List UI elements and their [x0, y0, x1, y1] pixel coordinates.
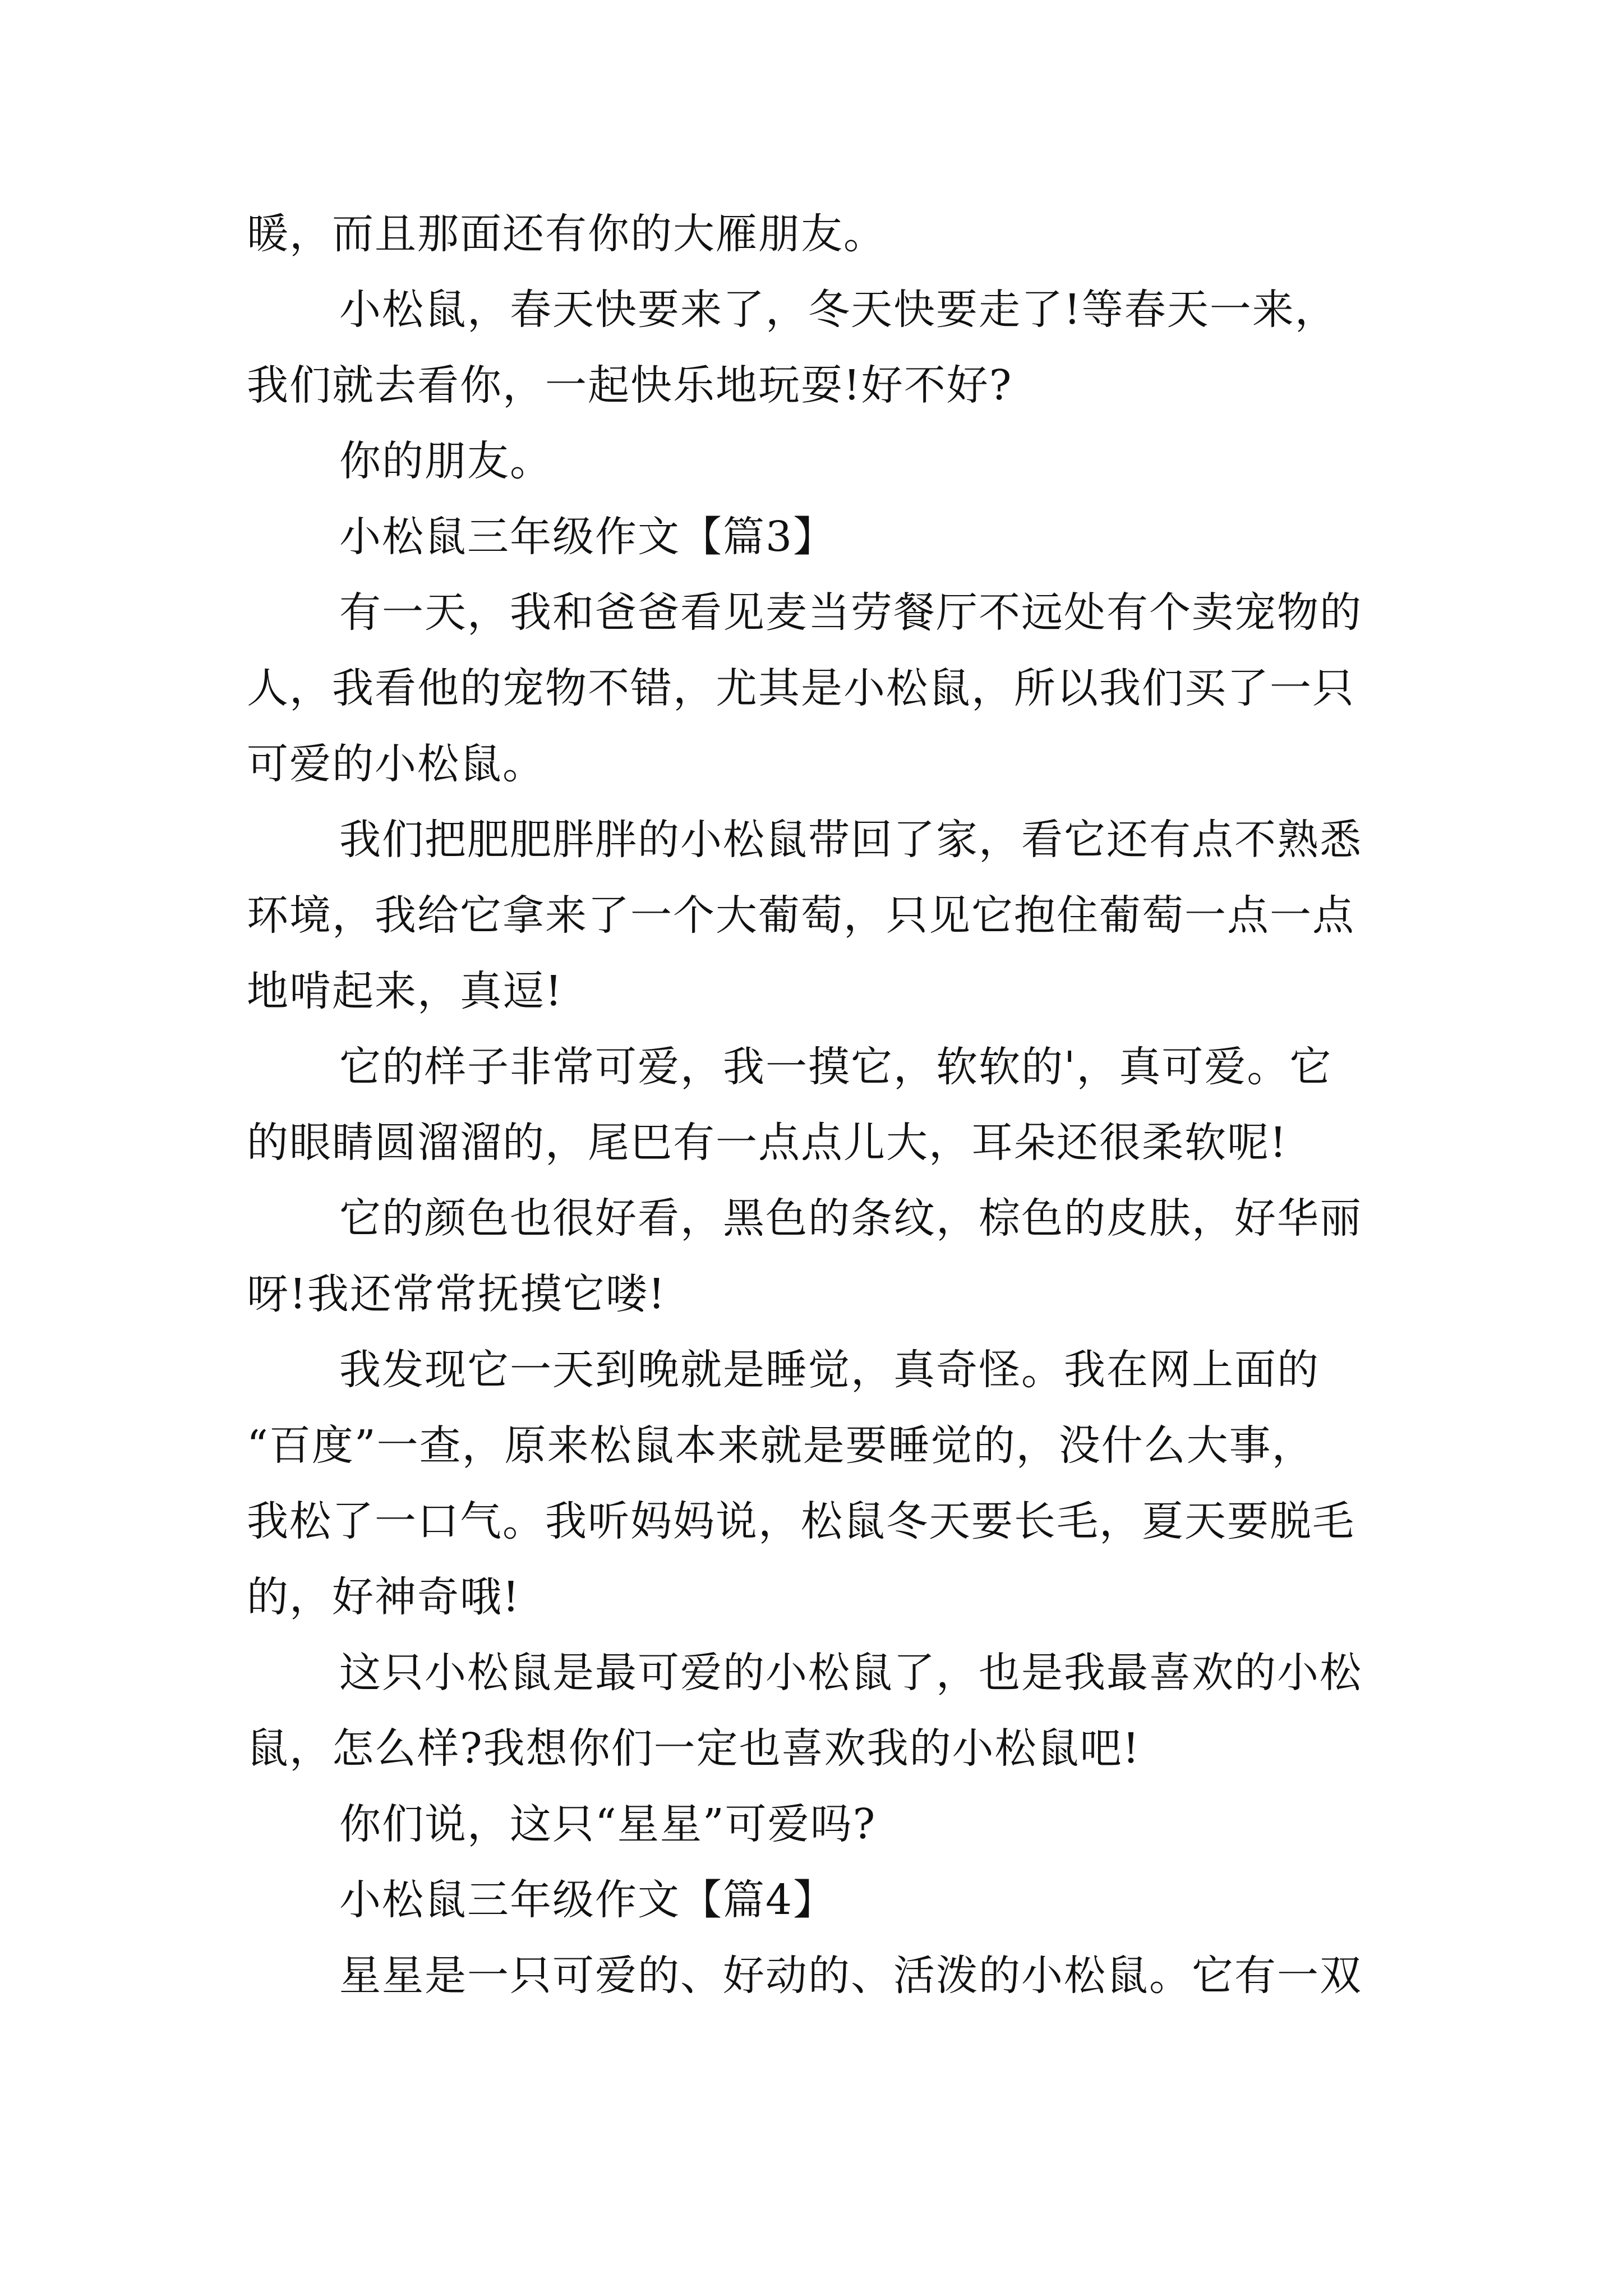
- text-line: 你们说，这只“星星”可爱吗?: [339, 1800, 877, 1848]
- text-line: “百度”一查，原来松鼠本来就是要睡觉的，没什么大事，: [247, 1421, 1315, 1470]
- text-line: 呀!我还常常抚摸它喽!: [247, 1270, 666, 1318]
- text-line: 你的朋友。: [339, 437, 552, 485]
- section-heading: 小松鼠三年级作文【篇3】: [339, 513, 836, 561]
- text-line: 我松了一口气。我听妈妈说，松鼠冬天要长毛，夏天要脱毛: [247, 1497, 1355, 1545]
- text-line: 的，好神奇哦!: [247, 1573, 520, 1621]
- text-line: 环境，我给它拿来了一个大葡萄，只见它抱住葡萄一点一点: [247, 891, 1355, 940]
- text-line: 人，我看他的宠物不错，尤其是小松鼠，所以我们买了一只: [247, 664, 1355, 712]
- text-line: 我们就去看你，一起快乐地玩耍!好不好?: [247, 361, 1013, 409]
- text-line: 暖，而且那面还有你的大雁朋友。: [247, 210, 886, 258]
- text-line: 地啃起来，真逗!: [247, 967, 563, 1015]
- text-line: 小松鼠，春天快要来了，冬天快要走了!等春天一来，: [339, 286, 1338, 334]
- text-line: 可爱的小松鼠。: [247, 740, 545, 788]
- text-line: 它的颜色也很好看，黑色的条纹，棕色的皮肤，好华丽: [339, 1194, 1362, 1243]
- text-line: 它的样子非常可爱，我一摸它，软软的'，真可爱。它: [339, 1043, 1332, 1091]
- text-line: 有一天，我和爸爸看见麦当劳餐厅不远处有个卖宠物的: [339, 588, 1362, 637]
- section-heading: 小松鼠三年级作文【篇4】: [339, 1876, 836, 1924]
- text-line: 鼠，怎么样?我想你们一定也喜欢我的小松鼠吧!: [247, 1724, 1141, 1773]
- text-line: 这只小松鼠是最可爱的小松鼠了，也是我最喜欢的小松: [339, 1649, 1362, 1697]
- text-line: 星星是一只可爱的、好动的、活泼的小松鼠。它有一双: [339, 1952, 1362, 2000]
- text-line: 我发现它一天到晚就是睡觉，真奇怪。我在网上面的: [339, 1346, 1320, 1394]
- text-line: 我们把肥肥胖胖的小松鼠带回了家，看它还有点不熟悉: [339, 816, 1362, 864]
- text-line: 的眼睛圆溜溜的，尾巴有一点点儿大，耳朵还很柔软呢!: [247, 1119, 1288, 1167]
